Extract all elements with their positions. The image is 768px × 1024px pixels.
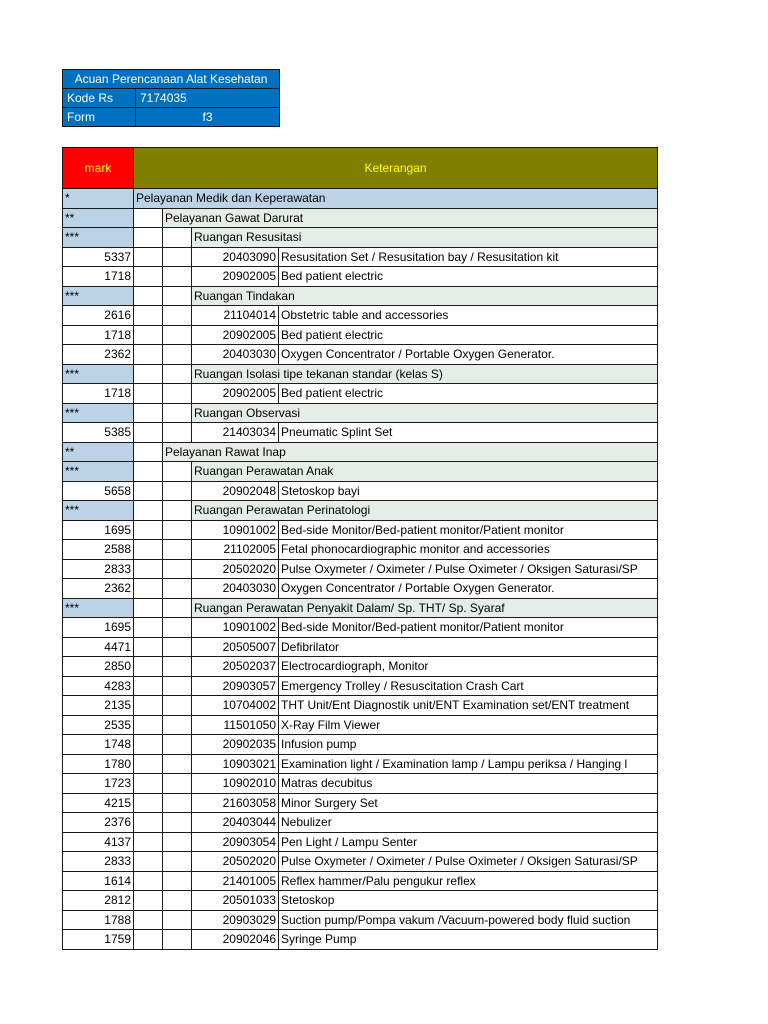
item-code: 10901002 <box>192 520 279 540</box>
item-qty: 1788 <box>63 910 134 930</box>
indent-cell <box>134 442 163 462</box>
indent-cell <box>134 579 163 599</box>
indent-cell <box>134 910 163 930</box>
indent-cell <box>163 247 192 267</box>
table-row <box>63 345 658 365</box>
item-description: Examination light / Examination lamp / Lampu periksa / Hanging l <box>279 754 658 774</box>
table-row <box>63 754 658 774</box>
indent-cell <box>134 715 163 735</box>
equipment-table <box>62 147 658 950</box>
item-code: 21603058 <box>192 793 279 813</box>
indent-cell <box>163 715 192 735</box>
kode-value: 7174035 <box>136 89 280 108</box>
section-mark: *** <box>63 462 134 482</box>
item-description: Defibrilator <box>279 637 658 657</box>
indent-cell <box>134 520 163 540</box>
indent-cell <box>134 871 163 891</box>
item-qty: 1723 <box>63 774 134 794</box>
indent-cell <box>134 618 163 638</box>
item-qty: 1718 <box>63 267 134 287</box>
indent-cell <box>134 345 163 365</box>
section-label: Ruangan Perawatan Penyakit Dalam/ Sp. THT/ Sp. Syaraf <box>192 598 658 618</box>
indent-cell <box>134 306 163 326</box>
item-description: Oxygen Concentrator / Portable Oxygen Generator. <box>279 345 658 365</box>
item-description: Reflex hammer/Palu pengukur reflex <box>279 871 658 891</box>
table-row <box>63 774 658 794</box>
section-label: Ruangan Observasi <box>192 403 658 423</box>
item-code: 11501050 <box>192 715 279 735</box>
table-row <box>63 325 658 345</box>
item-qty: 2362 <box>63 579 134 599</box>
indent-cell <box>163 910 192 930</box>
section-mark: *** <box>63 364 134 384</box>
indent-cell <box>163 618 192 638</box>
indent-cell <box>163 286 192 306</box>
indent-cell <box>163 852 192 872</box>
indent-cell <box>134 637 163 657</box>
indent-cell <box>134 559 163 579</box>
item-code: 20902005 <box>192 325 279 345</box>
indent-cell <box>163 481 192 501</box>
indent-cell <box>163 735 192 755</box>
indent-cell <box>134 676 163 696</box>
table-row <box>63 813 658 833</box>
indent-cell <box>163 267 192 287</box>
item-description: Electrocardiograph, Monitor <box>279 657 658 677</box>
indent-cell <box>163 423 192 443</box>
form-label: Form <box>63 108 136 127</box>
item-code: 21401005 <box>192 871 279 891</box>
table-row <box>63 696 658 716</box>
indent-cell <box>163 306 192 326</box>
indent-cell <box>134 247 163 267</box>
item-code: 20502037 <box>192 657 279 677</box>
indent-cell <box>134 267 163 287</box>
form-value: f3 <box>136 108 280 127</box>
item-qty: 2376 <box>63 813 134 833</box>
indent-cell <box>134 832 163 852</box>
indent-cell <box>134 774 163 794</box>
item-description: Nebulizer <box>279 813 658 833</box>
table-row <box>63 579 658 599</box>
kode-label: Kode Rs <box>63 89 136 108</box>
indent-cell <box>134 286 163 306</box>
indent-cell <box>163 462 192 482</box>
item-code: 21102005 <box>192 540 279 560</box>
col-mark-header: mark <box>63 148 134 189</box>
section-row <box>63 228 658 248</box>
item-qty: 5385 <box>63 423 134 443</box>
section-label: Ruangan Resusitasi <box>192 228 658 248</box>
indent-cell <box>134 403 163 423</box>
item-qty: 1780 <box>63 754 134 774</box>
table-row <box>63 306 658 326</box>
table-row <box>63 910 658 930</box>
indent-cell <box>163 676 192 696</box>
item-description: Obstetric table and accessories <box>279 306 658 326</box>
indent-cell <box>163 637 192 657</box>
item-qty: 5337 <box>63 247 134 267</box>
indent-cell <box>134 208 163 228</box>
item-code: 10902010 <box>192 774 279 794</box>
section-mark: ** <box>63 442 134 462</box>
item-description: Resusitation Set / Resusitation bay / Resusitation kit <box>279 247 658 267</box>
indent-cell <box>163 598 192 618</box>
section-label: Ruangan Perawatan Anak <box>192 462 658 482</box>
item-code: 20502020 <box>192 559 279 579</box>
item-qty: 2362 <box>63 345 134 365</box>
section-row <box>63 286 658 306</box>
item-description: Bed-side Monitor/Bed-patient monitor/Patient monitor <box>279 618 658 638</box>
item-code: 10704002 <box>192 696 279 716</box>
item-qty: 4137 <box>63 832 134 852</box>
item-qty: 2588 <box>63 540 134 560</box>
item-qty: 4471 <box>63 637 134 657</box>
section-label: Pelayanan Rawat Inap <box>163 442 658 462</box>
indent-cell <box>163 813 192 833</box>
table-row <box>63 930 658 950</box>
indent-cell <box>134 793 163 813</box>
section-mark: *** <box>63 598 134 618</box>
section-row <box>63 364 658 384</box>
section-mark: *** <box>63 228 134 248</box>
item-description: Pen Light / Lampu Senter <box>279 832 658 852</box>
item-code: 20902005 <box>192 384 279 404</box>
table-row <box>63 384 658 404</box>
indent-cell <box>163 793 192 813</box>
item-code: 20502020 <box>192 852 279 872</box>
indent-cell <box>134 481 163 501</box>
item-description: Emergency Trolley / Resuscitation Crash Cart <box>279 676 658 696</box>
indent-cell <box>134 228 163 248</box>
item-code: 20902035 <box>192 735 279 755</box>
item-description: Infusion pump <box>279 735 658 755</box>
indent-cell <box>134 735 163 755</box>
section-mark: * <box>63 189 134 209</box>
indent-cell <box>134 891 163 911</box>
table-row <box>63 481 658 501</box>
indent-cell <box>134 325 163 345</box>
section-row <box>63 462 658 482</box>
table-row <box>63 540 658 560</box>
indent-cell <box>163 871 192 891</box>
table-row <box>63 676 658 696</box>
indent-cell <box>163 228 192 248</box>
item-qty: 4215 <box>63 793 134 813</box>
indent-cell <box>134 657 163 677</box>
indent-cell <box>163 364 192 384</box>
indent-cell <box>134 423 163 443</box>
table-row <box>63 618 658 638</box>
item-qty: 2833 <box>63 559 134 579</box>
indent-cell <box>163 579 192 599</box>
indent-cell <box>134 384 163 404</box>
section-mark: ** <box>63 208 134 228</box>
header-table <box>62 69 280 127</box>
section-mark: *** <box>63 286 134 306</box>
item-code: 20902005 <box>192 267 279 287</box>
item-code: 20403090 <box>192 247 279 267</box>
table-row <box>63 559 658 579</box>
table-row <box>63 832 658 852</box>
table-row <box>63 852 658 872</box>
item-code: 10901002 <box>192 618 279 638</box>
table-row <box>63 637 658 657</box>
section-row <box>63 501 658 521</box>
item-qty: 1718 <box>63 384 134 404</box>
table-row <box>63 871 658 891</box>
item-qty: 1614 <box>63 871 134 891</box>
section-mark: *** <box>63 501 134 521</box>
indent-cell <box>134 540 163 560</box>
indent-cell <box>163 345 192 365</box>
indent-cell <box>134 813 163 833</box>
item-description: Bed-side Monitor/Bed-patient monitor/Patient monitor <box>279 520 658 540</box>
indent-cell <box>163 540 192 560</box>
table-row <box>63 891 658 911</box>
indent-cell <box>163 520 192 540</box>
item-code: 21104014 <box>192 306 279 326</box>
section-row <box>63 189 658 209</box>
item-description: Matras decubitus <box>279 774 658 794</box>
item-description: Pneumatic Splint Set <box>279 423 658 443</box>
item-code: 20403030 <box>192 345 279 365</box>
item-description: THT Unit/Ent Diagnostik unit/ENT Examination set/ENT treatment <box>279 696 658 716</box>
item-code: 20903029 <box>192 910 279 930</box>
item-qty: 2616 <box>63 306 134 326</box>
item-code: 20903054 <box>192 832 279 852</box>
item-code: 20902046 <box>192 930 279 950</box>
indent-cell <box>163 930 192 950</box>
section-label: Ruangan Isolasi tipe tekanan standar (kelas S) <box>192 364 658 384</box>
item-code: 20903057 <box>192 676 279 696</box>
table-row <box>63 423 658 443</box>
table-row <box>63 247 658 267</box>
indent-cell <box>163 832 192 852</box>
item-description: Bed patient electric <box>279 325 658 345</box>
table-row <box>63 657 658 677</box>
item-description: Pulse Oxymeter / Oximeter / Pulse Oximeter / Oksigen Saturasi/SP <box>279 852 658 872</box>
item-qty: 4283 <box>63 676 134 696</box>
item-description: Oxygen Concentrator / Portable Oxygen Generator. <box>279 579 658 599</box>
item-code: 20902048 <box>192 481 279 501</box>
section-label: Pelayanan Gawat Darurat <box>163 208 658 228</box>
indent-cell <box>163 559 192 579</box>
section-row <box>63 208 658 228</box>
table-row <box>63 267 658 287</box>
indent-cell <box>163 501 192 521</box>
item-code: 20403030 <box>192 579 279 599</box>
indent-cell <box>134 930 163 950</box>
table-row <box>63 715 658 735</box>
indent-cell <box>134 462 163 482</box>
item-description: Syringe Pump <box>279 930 658 950</box>
indent-cell <box>163 657 192 677</box>
item-code: 20505007 <box>192 637 279 657</box>
item-qty: 5658 <box>63 481 134 501</box>
item-qty: 1695 <box>63 618 134 638</box>
item-qty: 1759 <box>63 930 134 950</box>
section-mark: *** <box>63 403 134 423</box>
item-description: X-Ray Film Viewer <box>279 715 658 735</box>
item-qty: 1695 <box>63 520 134 540</box>
item-description: Suction pump/Pompa vakum /Vacuum-powered body fluid suction <box>279 910 658 930</box>
item-qty: 2833 <box>63 852 134 872</box>
item-description: Stetoskop <box>279 891 658 911</box>
item-qty: 2850 <box>63 657 134 677</box>
item-qty: 2135 <box>63 696 134 716</box>
indent-cell <box>134 598 163 618</box>
header-title: Acuan Perencanaan Alat Kesehatan <box>63 70 280 89</box>
section-label: Pelayanan Medik dan Keperawatan <box>134 189 658 209</box>
section-row <box>63 442 658 462</box>
indent-cell <box>163 696 192 716</box>
item-description: Fetal phonocardiographic monitor and accessories <box>279 540 658 560</box>
item-code: 21403034 <box>192 423 279 443</box>
indent-cell <box>134 852 163 872</box>
item-code: 20403044 <box>192 813 279 833</box>
table-row <box>63 735 658 755</box>
indent-cell <box>134 696 163 716</box>
table-row <box>63 520 658 540</box>
col-keterangan-header: Keterangan <box>134 148 658 189</box>
section-row <box>63 403 658 423</box>
indent-cell <box>163 403 192 423</box>
indent-cell <box>134 501 163 521</box>
section-label: Ruangan Perawatan Perinatologi <box>192 501 658 521</box>
table-header-row <box>63 148 658 189</box>
item-description: Bed patient electric <box>279 267 658 287</box>
indent-cell <box>163 325 192 345</box>
item-code: 10903021 <box>192 754 279 774</box>
item-qty: 2812 <box>63 891 134 911</box>
indent-cell <box>134 754 163 774</box>
item-description: Stetoskop bayi <box>279 481 658 501</box>
item-qty: 1748 <box>63 735 134 755</box>
indent-cell <box>163 754 192 774</box>
section-label: Ruangan Tindakan <box>192 286 658 306</box>
indent-cell <box>134 364 163 384</box>
item-description: Minor Surgery Set <box>279 793 658 813</box>
indent-cell <box>163 891 192 911</box>
item-description: Bed patient electric <box>279 384 658 404</box>
section-row <box>63 598 658 618</box>
item-qty: 1718 <box>63 325 134 345</box>
item-code: 20501033 <box>192 891 279 911</box>
item-qty: 2535 <box>63 715 134 735</box>
item-description: Pulse Oxymeter / Oximeter / Pulse Oximeter / Oksigen Saturasi/SP <box>279 559 658 579</box>
indent-cell <box>163 384 192 404</box>
table-row <box>63 793 658 813</box>
indent-cell <box>163 774 192 794</box>
